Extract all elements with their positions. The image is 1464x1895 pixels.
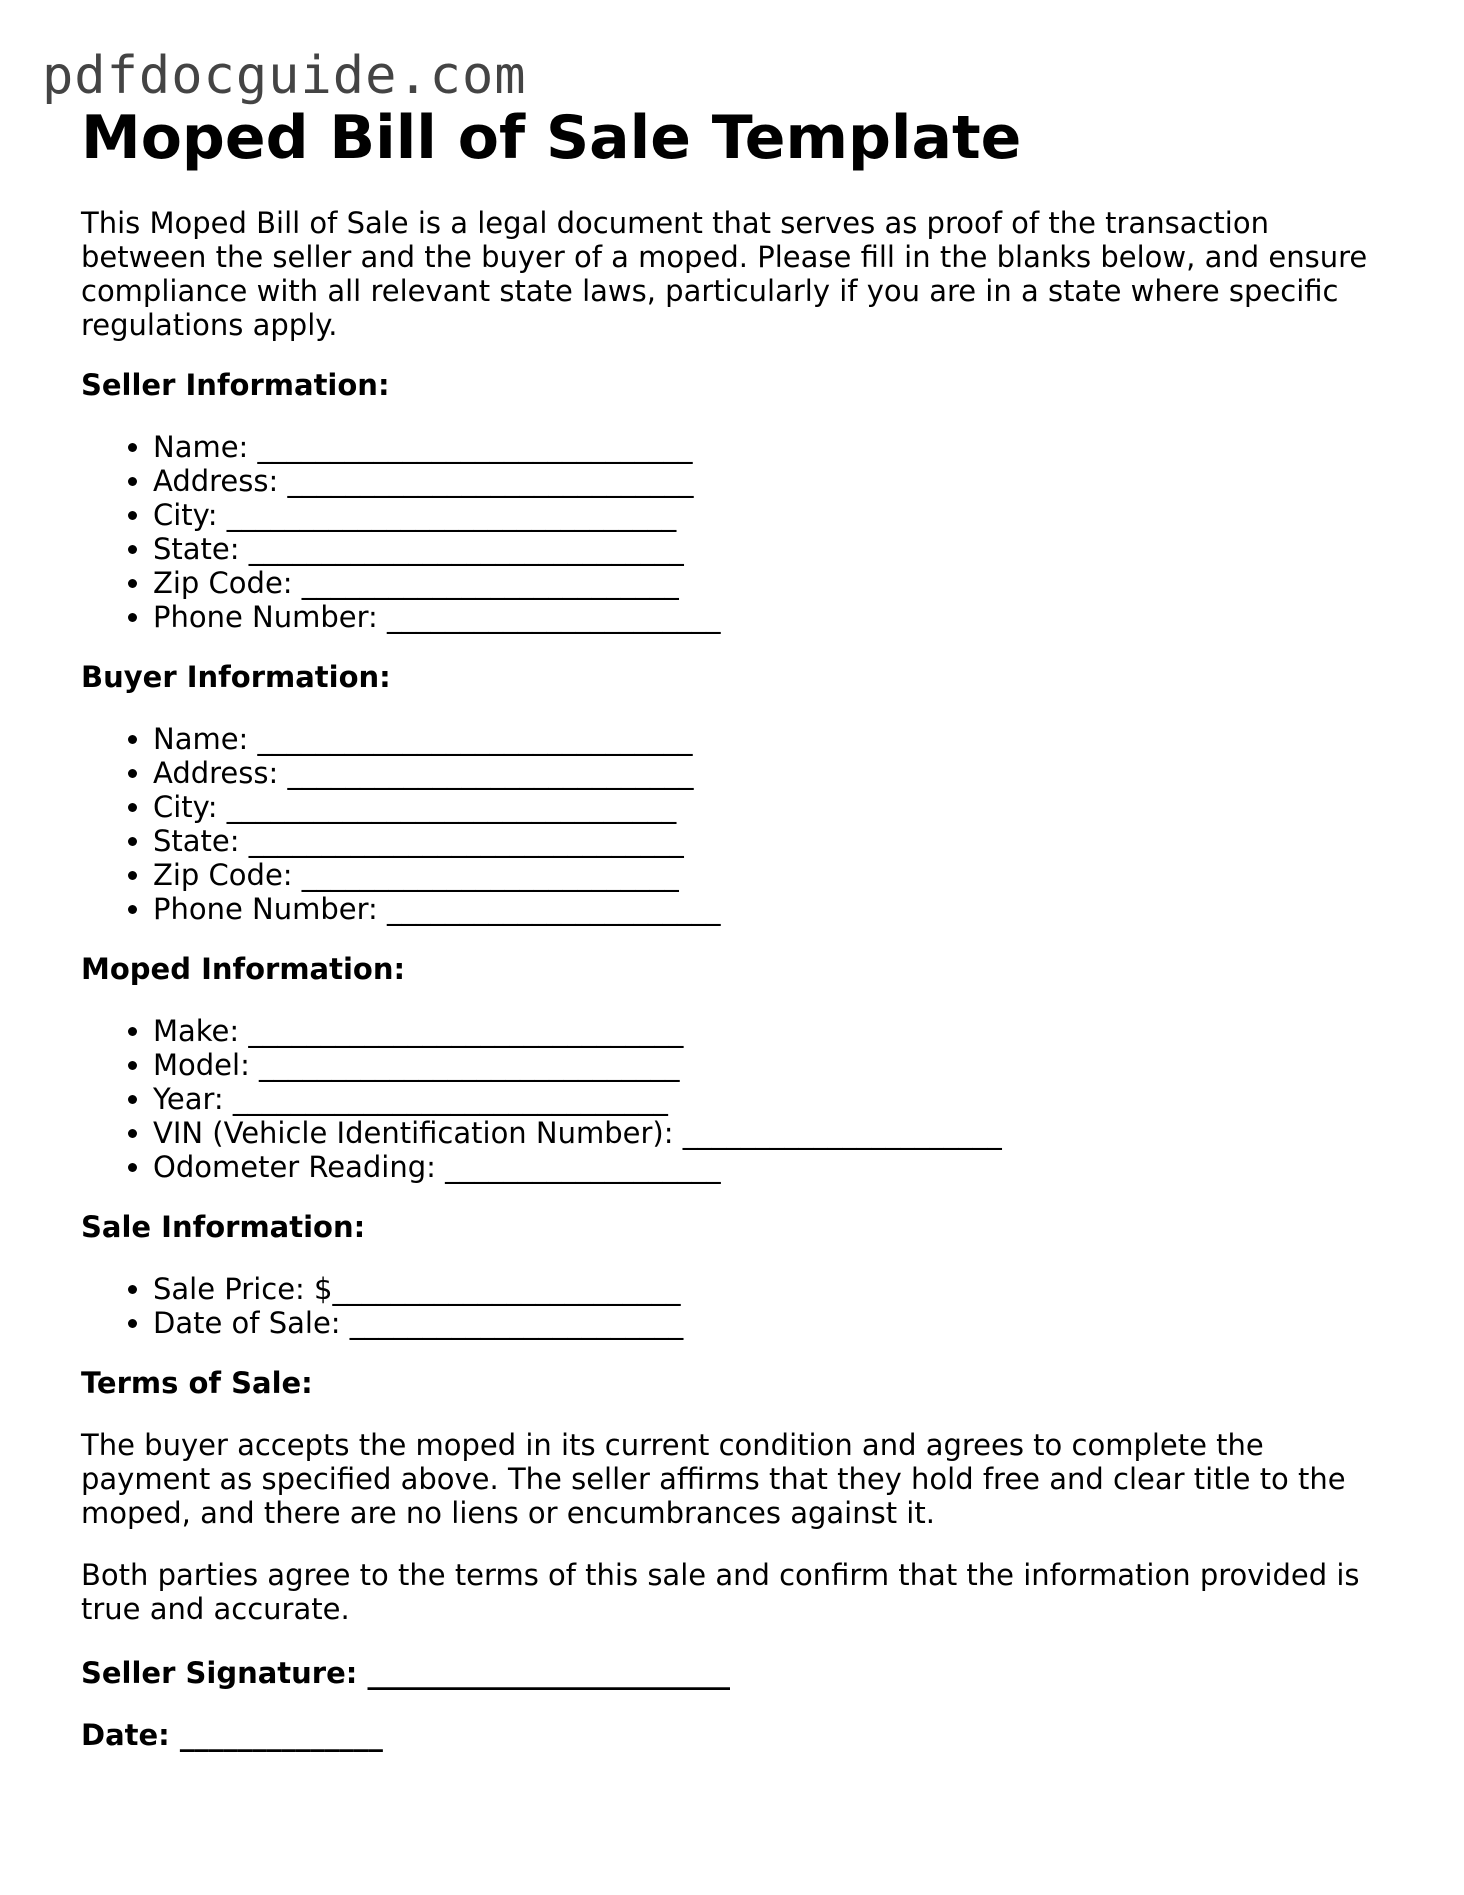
seller-fields-list [81, 430, 1401, 634]
moped-odometer-field: • Odometer Reading: ___________________ [153, 1150, 1401, 1184]
buyer-fields-list [81, 722, 1401, 926]
seller-state-field: • State: ______________________________ [153, 532, 1401, 566]
sale-heading: Sale Information: [81, 1210, 366, 1244]
moped-fields-list [81, 1014, 1401, 1184]
seller-address-field: • Address: ____________________________ [153, 464, 1401, 498]
seller-zip-field: • Zip Code: __________________________ [153, 566, 1401, 600]
buyer-phone-field: • Phone Number: _______________________ [153, 892, 1401, 926]
signature-date-line: Date: ______________ [81, 1718, 383, 1752]
seller-heading: Seller Information: [81, 368, 390, 402]
intro-paragraph: This Moped Bill of Sale is a legal document that serves as proof of the transaction between the seller and the buyer of a moped. Please fill in the blanks below, and ensure compliance with all relevant state laws, particularly if you are in a state where specific regulations apply. [81, 206, 1368, 342]
document-body [81, 100, 1401, 1752]
seller-name-field: • Name: ______________________________ [153, 430, 1401, 464]
sale-date-field: • Date of Sale: _______________________ [153, 1306, 1401, 1340]
buyer-name-field: • Name: ______________________________ [153, 722, 1401, 756]
buyer-heading: Buyer Information: [81, 660, 391, 694]
buyer-state-field: • State: ______________________________ [153, 824, 1401, 858]
buyer-address-field: • Address: ____________________________ [153, 756, 1401, 790]
moped-year-field: • Year: ______________________________ [153, 1082, 1401, 1116]
seller-phone-field: • Phone Number: _______________________ [153, 600, 1401, 634]
moped-make-field: • Make: ______________________________ [153, 1014, 1401, 1048]
buyer-zip-field: • Zip Code: __________________________ [153, 858, 1401, 892]
terms-paragraph-1: The buyer accepts the moped in its current condition and agrees to complete the payment as specified above. The seller affirms that they hold free and clear title to the moped, and there are no liens or encumbrances against it. [81, 1428, 1346, 1530]
terms-paragraph-2: Both parties agree to the terms of this sale and confirm that the information provided is true and accurate. [81, 1558, 1360, 1626]
seller-signature-line: Seller Signature: _________________________ [81, 1656, 730, 1690]
seller-city-field: • City: _______________________________ [153, 498, 1401, 532]
sale-price-field: • Sale Price: $________________________ [153, 1272, 1401, 1306]
moped-heading: Moped Information: [81, 952, 406, 986]
terms-heading: Terms of Sale: [81, 1366, 313, 1400]
moped-model-field: • Model: _____________________________ [153, 1048, 1401, 1082]
moped-vin-field: • VIN (Vehicle Identification Number): ______________________ [153, 1116, 1401, 1150]
sale-fields-list [81, 1272, 1401, 1340]
page-title: Moped Bill of Sale Template [81, 103, 1022, 173]
buyer-city-field: • City: _______________________________ [153, 790, 1401, 824]
watermark: pdfdocguide.com [42, 46, 527, 106]
